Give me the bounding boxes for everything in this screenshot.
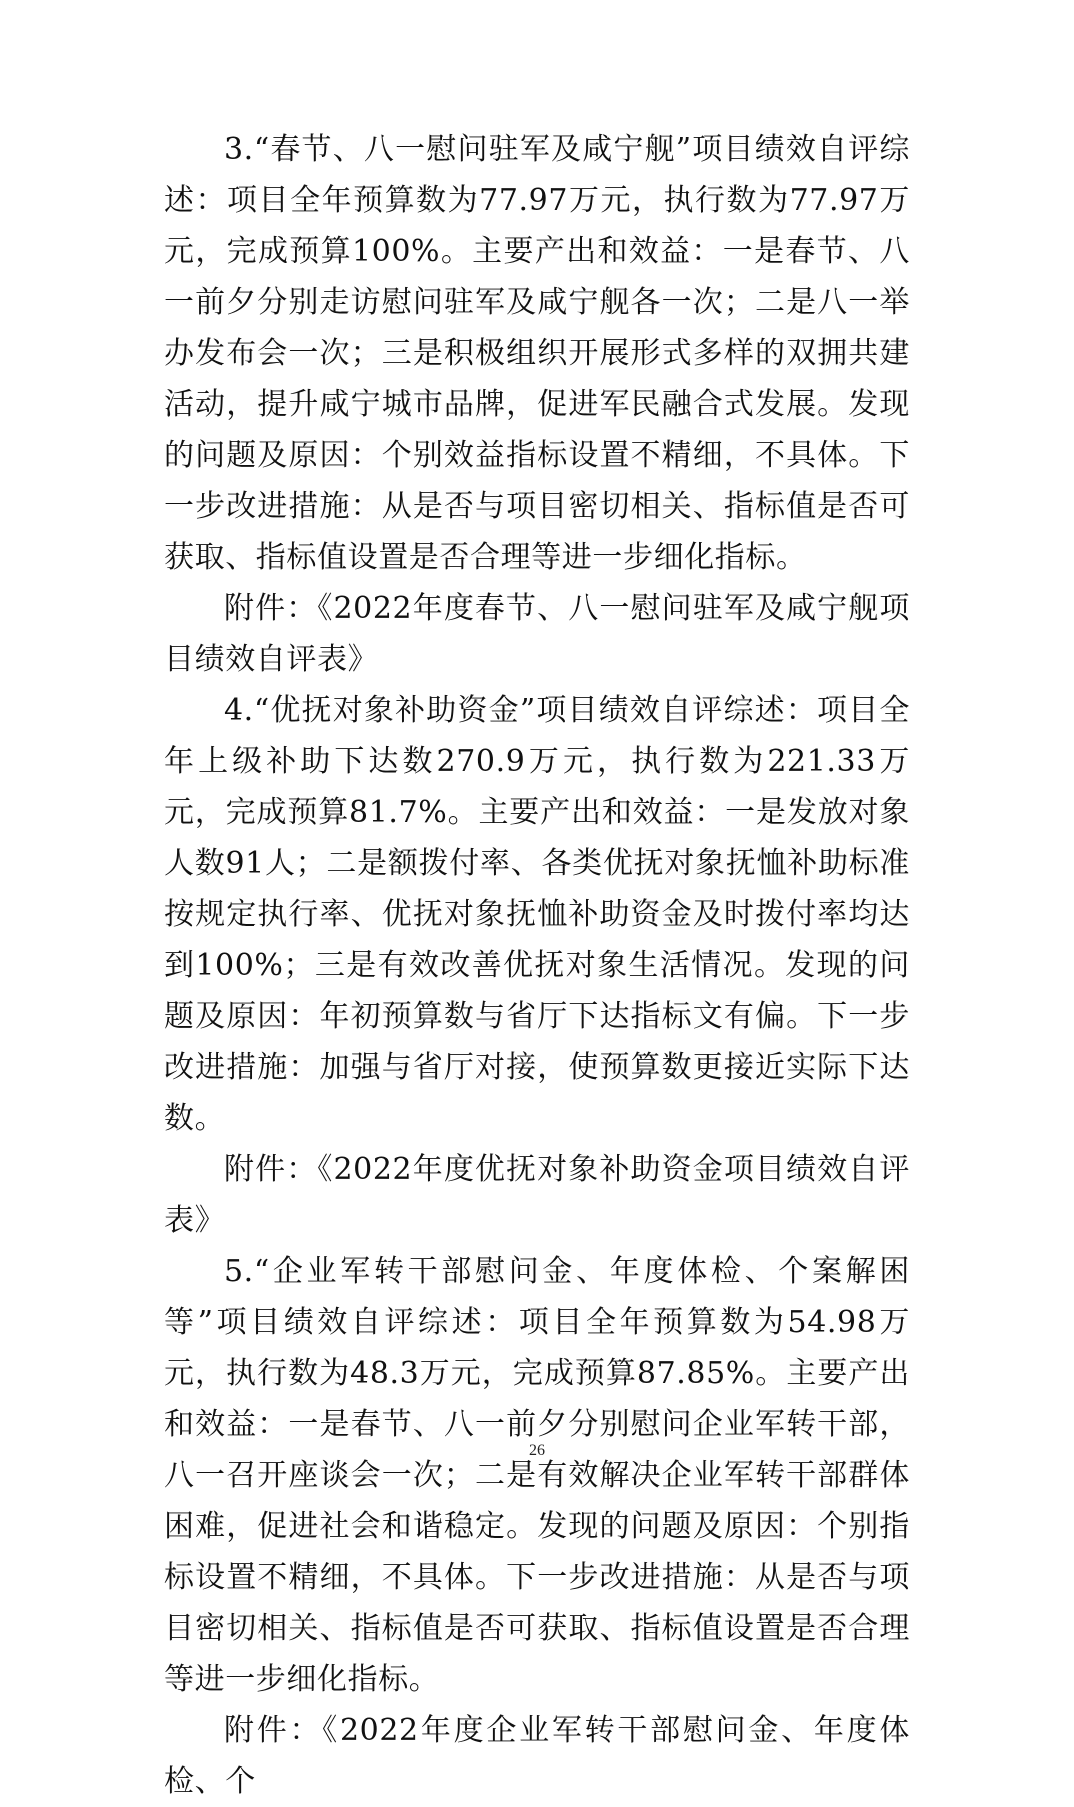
paragraph-project-5-summary: 5.“企业军转干部慰问金、年度体检、个案解困等”项目绩效自评综述：项目全年预算数为54.98万元，执行数为48.3万元，完成预算87.85%。主要产出和效益：一是春节、八一前夕分别慰问企业军转干部，八一召开座谈会一次；二是有效解决企业军转干部群体困难，促进社会和谐稳定。发现的问题及原因：个别指标设置不精细，不具体。下一步改进措施：从是否与项目密切相关、指标值是否可获取、指标值设置是否合理等进一步细化指标。 bbox=[164, 1254, 910, 1697]
paragraph-project-3-attachment: 附件：《2022年度春节、八一慰问驻军及咸宁舰项目绩效自评表》 bbox=[164, 591, 910, 677]
paragraph-project-5-attachment: 附件：《2022年度企业军转干部慰问金、年度体检、个 bbox=[164, 1713, 910, 1799]
paragraph-project-3-summary: 3.“春节、八一慰问驻军及咸宁舰”项目绩效自评综述：项目全年预算数为77.97万元，执行数为77.97万元，完成预算100%。主要产出和效益：一是春节、八一前夕分别走访慰问驻军及咸宁舰各一次；二是八一举办发布会一次；三是积极组织开展形式多样的双拥共建活动，提升咸宁城市品牌，促进军民融合式发展。发现的问题及原因：个别效益指标设置不精细，不具体。下一步改进措施：从是否与项目密切相关、指标值是否可获取、指标值设置是否合理等进一步细化指标。 bbox=[164, 132, 910, 575]
paragraph-project-4-attachment: 附件：《2022年度优抚对象补助资金项目绩效自评表》 bbox=[164, 1152, 910, 1238]
body-text bbox=[164, 124, 910, 1807]
paragraph-project-4-summary: 4.“优抚对象补助资金”项目绩效自评综述：项目全年上级补助下达数270.9万元，执行数为221.33万元，完成预算81.7%。主要产出和效益：一是发放对象人数91人；二是额拨付率、各类优抚对象抚恤补助标准按规定执行率、优抚对象抚恤补助资金及时拨付率均达到100%；三是有效改善优抚对象生活情况。发现的问题及原因：年初预算数与省厅下达指标文有偏。下一步改进措施：加强与省厅对接，使预算数更接近实际下达数。 bbox=[164, 693, 910, 1136]
page-number: 26 bbox=[529, 1442, 545, 1459]
